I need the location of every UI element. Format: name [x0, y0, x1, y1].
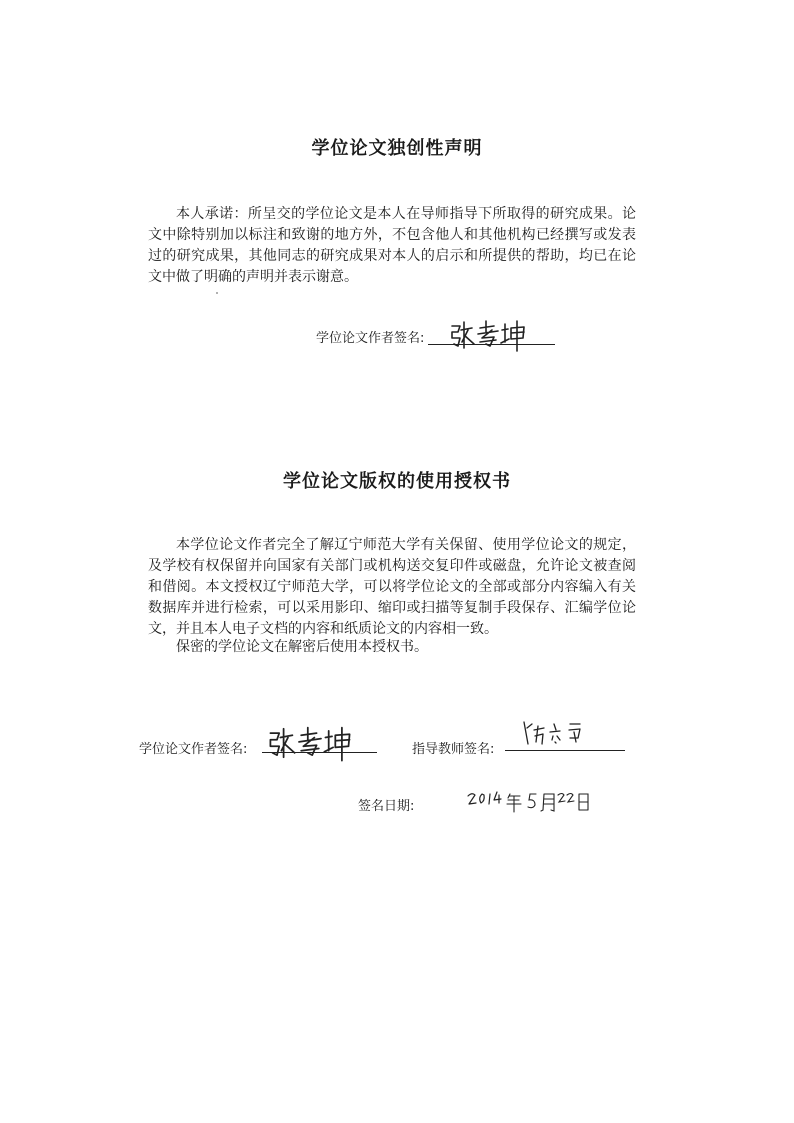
authorization-author-signature: [266, 724, 354, 762]
copyright-authorization-body: 本学位论文作者完全了解辽宁师范大学有关保留、使用学位论文的规定，及学校有权保留并向国家有关部门或机构送交复印件或磁盘，允许论文被查阅和借阅。本文授权辽宁师范大学，可以将学位论文的全部或部分内容编入有关数据库并进行检索，可以采用影印、缩印或扫描等复制手段保存、汇编学位论文，并且本人电子文档的内容和纸质论文的内容相一致。: [148, 537, 636, 637]
confidential-thesis-note: 保密的学位论文在解密后使用本授权书。: [176, 639, 428, 655]
sign-date-handwritten: [464, 786, 604, 816]
authorization-author-sign-label: 学位论文作者签名:: [139, 742, 248, 757]
advisor-sign-line: [505, 750, 625, 751]
sign-date-label: 签名日期:: [358, 799, 415, 814]
originality-declaration-title: 学位论文独创性声明: [311, 138, 483, 159]
advisor-sign-label: 指导教师签名:: [412, 742, 495, 757]
advisor-signature: [520, 716, 590, 750]
copyright-authorization-title: 学位论文版权的使用授权书: [283, 471, 511, 492]
originality-declaration-body: 本人承诺：所呈交的学位论文是本人在导师指导下所取得的研究成果。论文中除特别加以标注和致谢的地方外，不包含他人和其他机构已经撰写或发表过的研究成果，其他同志的研究成果对本人的启示和所提供的帮助，均已在论文中做了明确的声明并表示谢意。: [148, 206, 636, 285]
scan-speck: [216, 292, 218, 294]
declaration-author-sign-label: 学位论文作者签名:: [316, 331, 425, 346]
declaration-author-signature: [448, 318, 528, 352]
